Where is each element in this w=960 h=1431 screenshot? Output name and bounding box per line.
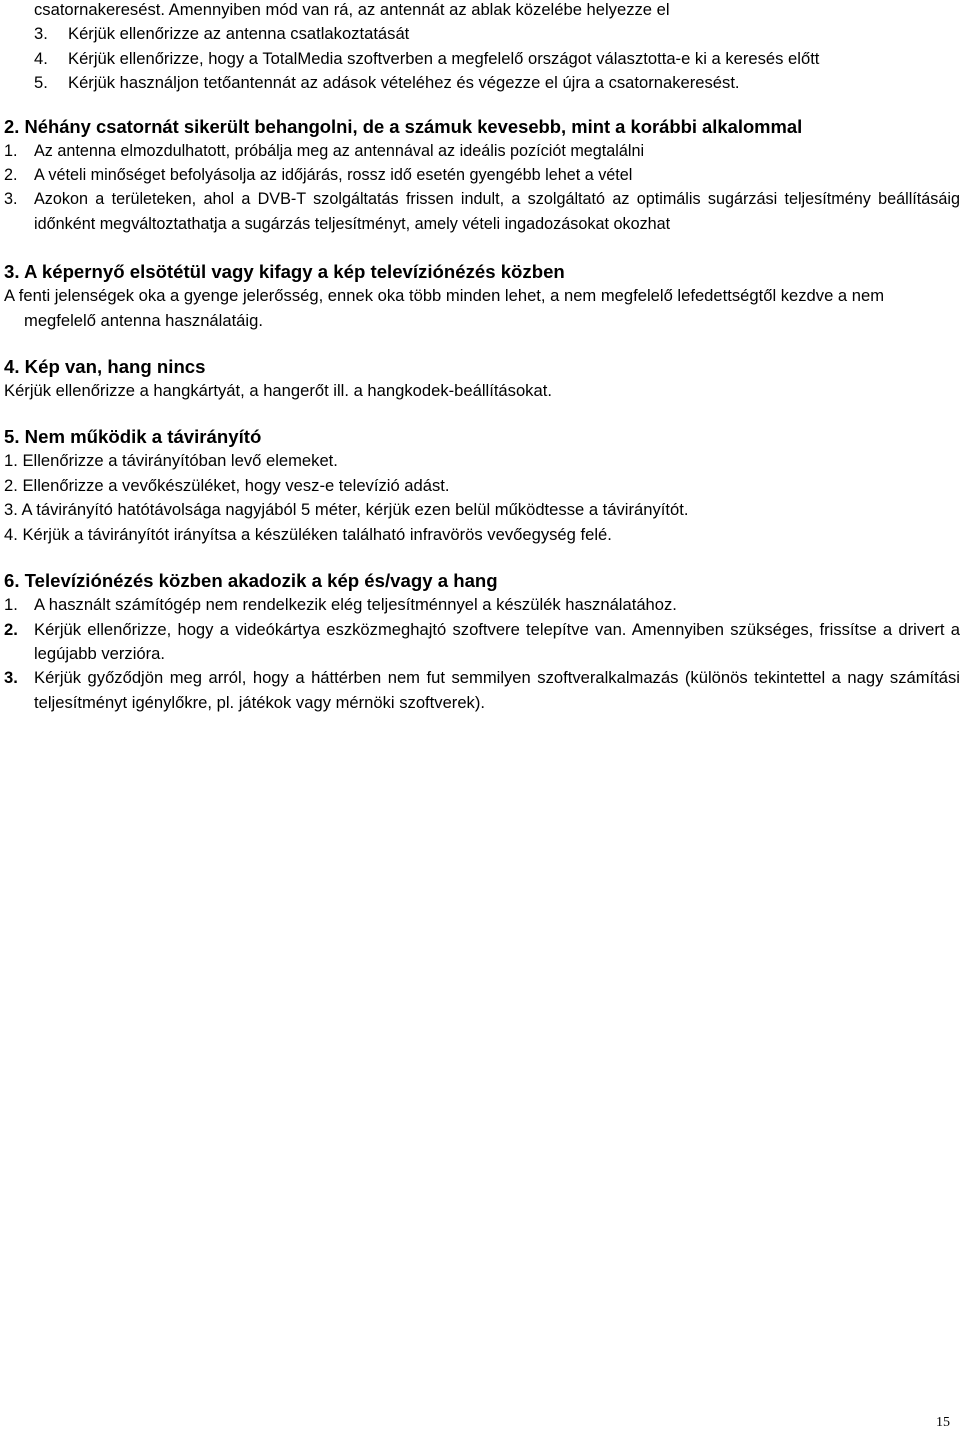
list-item [4, 618, 960, 667]
list-number: 5. [34, 73, 48, 93]
list-text: Azokon a területeken, ahol a DVB-T szolgáltatás frissen indult, a szolgáltató az optimális sugárzási teljesítmény beállításáig időnként megváltoztathatja a sugárzás teljesítményt, amely vételi ingadozásokat okozhat [34, 190, 960, 233]
list-text: A használt számítógép nem rendelkezik elég teljesítménnyel a készülék használatához. [34, 595, 677, 615]
list-text: Kérjük használjon tetőantennát az adások vételéhez és végezze el újra a csatornakeresést. [68, 73, 740, 93]
intro-continuation: csatornakeresést. Amennyiben mód van rá, az antennát az ablak közelébe helyezze el [34, 0, 670, 19]
list-number: 1. [4, 141, 18, 160]
section-heading: 4. Kép van, hang nincs [4, 356, 206, 378]
list-item [4, 666, 960, 715]
section-heading: 5. Nem működik a távirányító [4, 426, 262, 448]
list-item: 3. A távirányító hatótávolsága nagyjából 5 méter, kérjük ezen belül működtesse a távirányítót. [4, 500, 689, 520]
intro-list [4, 22, 960, 95]
section-list [4, 449, 960, 547]
list-item [4, 47, 960, 71]
list-number: 2. [4, 166, 18, 185]
section-heading: 3. A képernyő elsötétül vagy kifagy a kép televíziónézés közben [4, 261, 565, 283]
list-item [4, 22, 960, 46]
list-text: A vételi minőséget befolyásolja az időjárás, rossz idő esetén gyengébb lehet a vétel [34, 166, 633, 185]
list-number: 3. [4, 668, 18, 688]
section-body: A fenti jelenségek oka a gyenge jelerősség, ennek oka több minden lehet, a nem megfelelő lefedettségtől kezdve a nem megfelelő antenna használatáig. [4, 286, 885, 330]
list-number: 3. [34, 24, 48, 44]
section-list [4, 139, 960, 237]
list-item [4, 187, 960, 236]
list-text: Kérjük ellenőrizze az antenna csatlakoztatását [68, 24, 410, 44]
list-text: Kérjük ellenőrizze, hogy a videókártya eszközmeghajtó szoftvere telepítve van. Amennyiben szükséges, frissítse a drivert a legújabb verzióra. [34, 619, 960, 663]
list-text: Kérjük ellenőrizze, hogy a TotalMedia szoftverben a megfelelő országot választotta-e ki a keresés előtt [68, 48, 820, 68]
list-item [4, 163, 960, 187]
list-number: 2. [4, 619, 18, 639]
list-text: Az antenna elmozdulhatott, próbálja meg az antennával az ideális pozíciót megtalálni [34, 141, 645, 160]
list-item [4, 139, 960, 163]
list-item [4, 593, 960, 617]
list-item: 4. Kérjük a távirányítót irányítsa a készüléken található infravörös vevőegység felé. [4, 524, 612, 544]
list-number: 1. [4, 595, 18, 615]
section-heading: 2. Néhány csatornát sikerült behangolni, de a számuk kevesebb, mint a korábbi alkalommal [4, 115, 803, 137]
list-text: Kérjük győződjön meg arról, hogy a háttérben nem fut semmilyen szoftveralkalmazás (különös tekintettel a nagy számítási teljesítményt igénylőkre, pl. játékok vagy mérnöki szoftverek). [34, 668, 960, 712]
document-body [4, 0, 960, 715]
list-item [4, 71, 960, 95]
list-item: 2. Ellenőrizze a vevőkészüléket, hogy vesz-e televízió adást. [4, 475, 450, 495]
list-item: 1. Ellenőrizze a távirányítóban levő elemeket. [4, 451, 338, 471]
list-number: 4. [34, 48, 48, 68]
section-list [4, 593, 960, 715]
section-heading: 6. Televíziónézés közben akadozik a kép és/vagy a hang [4, 570, 498, 592]
section-body: Kérjük ellenőrizze a hangkártyát, a hangerőt ill. a hangkodek-beállításokat. [4, 381, 552, 401]
page-number: 15 [936, 1415, 950, 1430]
list-number: 3. [4, 190, 18, 209]
